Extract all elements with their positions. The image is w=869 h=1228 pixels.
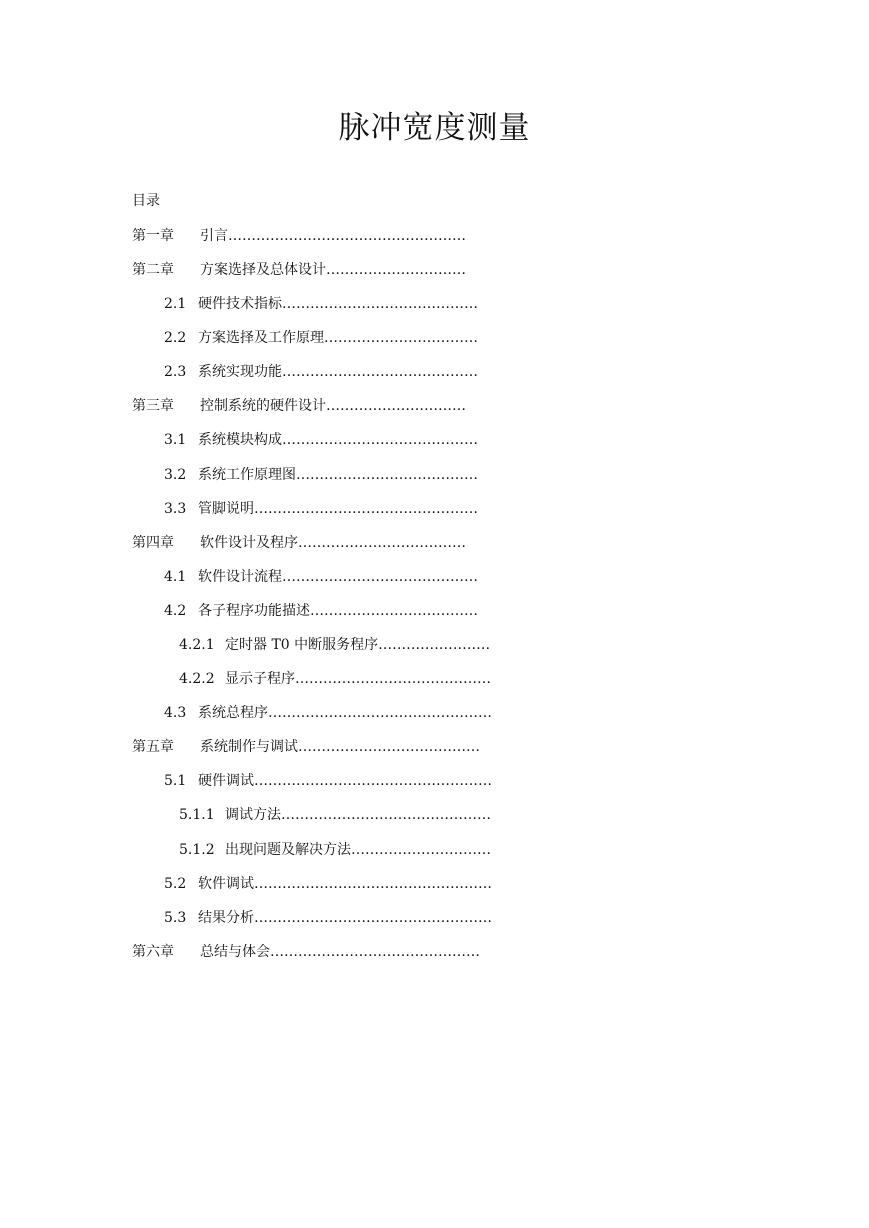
- toc-leader: …………………………………………: [254, 501, 478, 517]
- toc-number: 第二章: [132, 262, 174, 278]
- toc-leader: ……………………………………………: [254, 773, 492, 789]
- toc-number: 5.3: [164, 910, 187, 926]
- toc-leader: ………………………………: [298, 535, 466, 551]
- toc-text: 软件调试: [198, 876, 254, 892]
- toc-text: 系统总程序: [198, 705, 268, 721]
- toc-entry-3-1: [164, 430, 478, 450]
- toc-entry-5-3: [164, 908, 492, 928]
- toc-leader: ……………………………………………: [254, 910, 492, 926]
- toc-leader: …………………………………………: [268, 705, 492, 721]
- toc-text: 方案选择及总体设计: [200, 262, 326, 278]
- toc-leader: ……………………………………: [282, 569, 478, 585]
- toc-text: 结果分析: [198, 910, 254, 926]
- toc-text: 硬件技术指标: [198, 296, 282, 312]
- toc-text: 总结与体会: [200, 944, 270, 960]
- toc-text: 硬件调试: [198, 773, 254, 789]
- toc-number: 2.2: [164, 330, 187, 346]
- toc-entry-5-1: [164, 771, 492, 791]
- toc-number: 4.2: [164, 603, 187, 619]
- toc-text: 控制系统的硬件设计: [200, 398, 326, 414]
- toc-entry-4-1: [164, 567, 478, 587]
- toc-number: 2.3: [164, 364, 187, 380]
- toc-text: 出现问题及解决方法: [225, 842, 351, 858]
- toc-number: 第三章: [132, 398, 174, 414]
- toc-entry-5-2: [164, 874, 492, 894]
- toc-number: 第五章: [132, 739, 174, 755]
- toc-leader: ……………………………: [324, 330, 478, 346]
- toc-text: 系统实现功能: [198, 364, 282, 380]
- toc-text: 系统模块构成: [198, 432, 282, 448]
- toc-number: 4.2.1: [179, 637, 215, 653]
- toc-entry-chapter-4: [132, 533, 466, 553]
- toc-entry-3-3: [164, 499, 478, 519]
- toc-leader: …………………………………: [298, 739, 480, 755]
- toc-leader: ………………………………………: [270, 944, 480, 960]
- toc-leader: ……………………………………: [282, 364, 478, 380]
- toc-entry-4-2-2: [179, 669, 491, 689]
- toc-number: 5.2: [164, 876, 187, 892]
- toc-leader: ………………………………………: [281, 807, 491, 823]
- toc-leader: ……………………………………: [282, 296, 478, 312]
- toc-entry-3-2: [164, 465, 478, 485]
- toc-number: 4.2.2: [179, 671, 215, 687]
- toc-entry-5-1-2: [179, 840, 491, 860]
- toc-text: 系统制作与调试: [200, 739, 298, 755]
- toc-entry-2-3: [164, 362, 478, 382]
- toc-entry-5-1-1: [179, 805, 491, 825]
- toc-text: 软件设计及程序: [200, 535, 298, 551]
- toc-number: 5.1: [164, 773, 187, 789]
- toc-text: 各子程序功能描述: [198, 603, 310, 619]
- toc-leader: …………………………: [351, 842, 491, 858]
- toc-number: 第一章: [132, 228, 174, 244]
- toc-entry-2-2: [164, 328, 478, 348]
- toc-number: 3.2: [164, 467, 187, 483]
- toc-number: 3.1: [164, 432, 187, 448]
- toc-leader: ……………………………………………: [228, 228, 466, 244]
- toc-text: 软件设计流程: [198, 569, 282, 585]
- toc-leader: …………………………………: [296, 467, 478, 483]
- toc-text: 系统工作原理图: [198, 467, 296, 483]
- toc-leader: ………………………………: [310, 603, 478, 619]
- toc-entry-chapter-5: [132, 737, 480, 757]
- toc-entry-chapter-1: [132, 226, 466, 246]
- toc-leader: ……………………………………: [282, 432, 478, 448]
- toc-entry-4-2: [164, 601, 478, 621]
- toc-number: 5.1.2: [179, 842, 215, 858]
- toc-leader: ……………………………………: [295, 671, 491, 687]
- toc-leader: ……………………: [378, 637, 491, 653]
- toc-text: 定时器 T0 中断服务程序: [225, 637, 379, 653]
- toc-number: 4.3: [164, 705, 187, 721]
- document-title: 脉冲宽度测量: [338, 110, 531, 146]
- toc-text: 显示子程序: [225, 671, 295, 687]
- toc-number: 第四章: [132, 535, 174, 551]
- toc-entry-chapter-2: [132, 260, 466, 280]
- toc-number: 2.1: [164, 296, 187, 312]
- toc-number: 4.1: [164, 569, 187, 585]
- toc-entry-4-2-1: [179, 635, 490, 655]
- toc-text: 调试方法: [225, 807, 281, 823]
- toc-entry-4-3: [164, 703, 492, 723]
- toc-entry-chapter-6: [132, 942, 480, 962]
- toc-number: 第六章: [132, 944, 174, 960]
- toc-leader: ……………………………………………: [254, 876, 492, 892]
- toc-number: 3.3: [164, 501, 187, 517]
- toc-entry-2-1: [164, 294, 478, 314]
- toc-text: 管脚说明: [198, 501, 254, 517]
- toc-leader: …………………………: [326, 262, 466, 278]
- toc-heading: 目录: [132, 193, 160, 209]
- toc-leader: …………………………: [326, 398, 466, 414]
- toc-text: 引言: [200, 228, 228, 244]
- toc-entry-chapter-3: [132, 396, 466, 416]
- toc-number: 5.1.1: [179, 807, 215, 823]
- toc-text: 方案选择及工作原理: [198, 330, 324, 346]
